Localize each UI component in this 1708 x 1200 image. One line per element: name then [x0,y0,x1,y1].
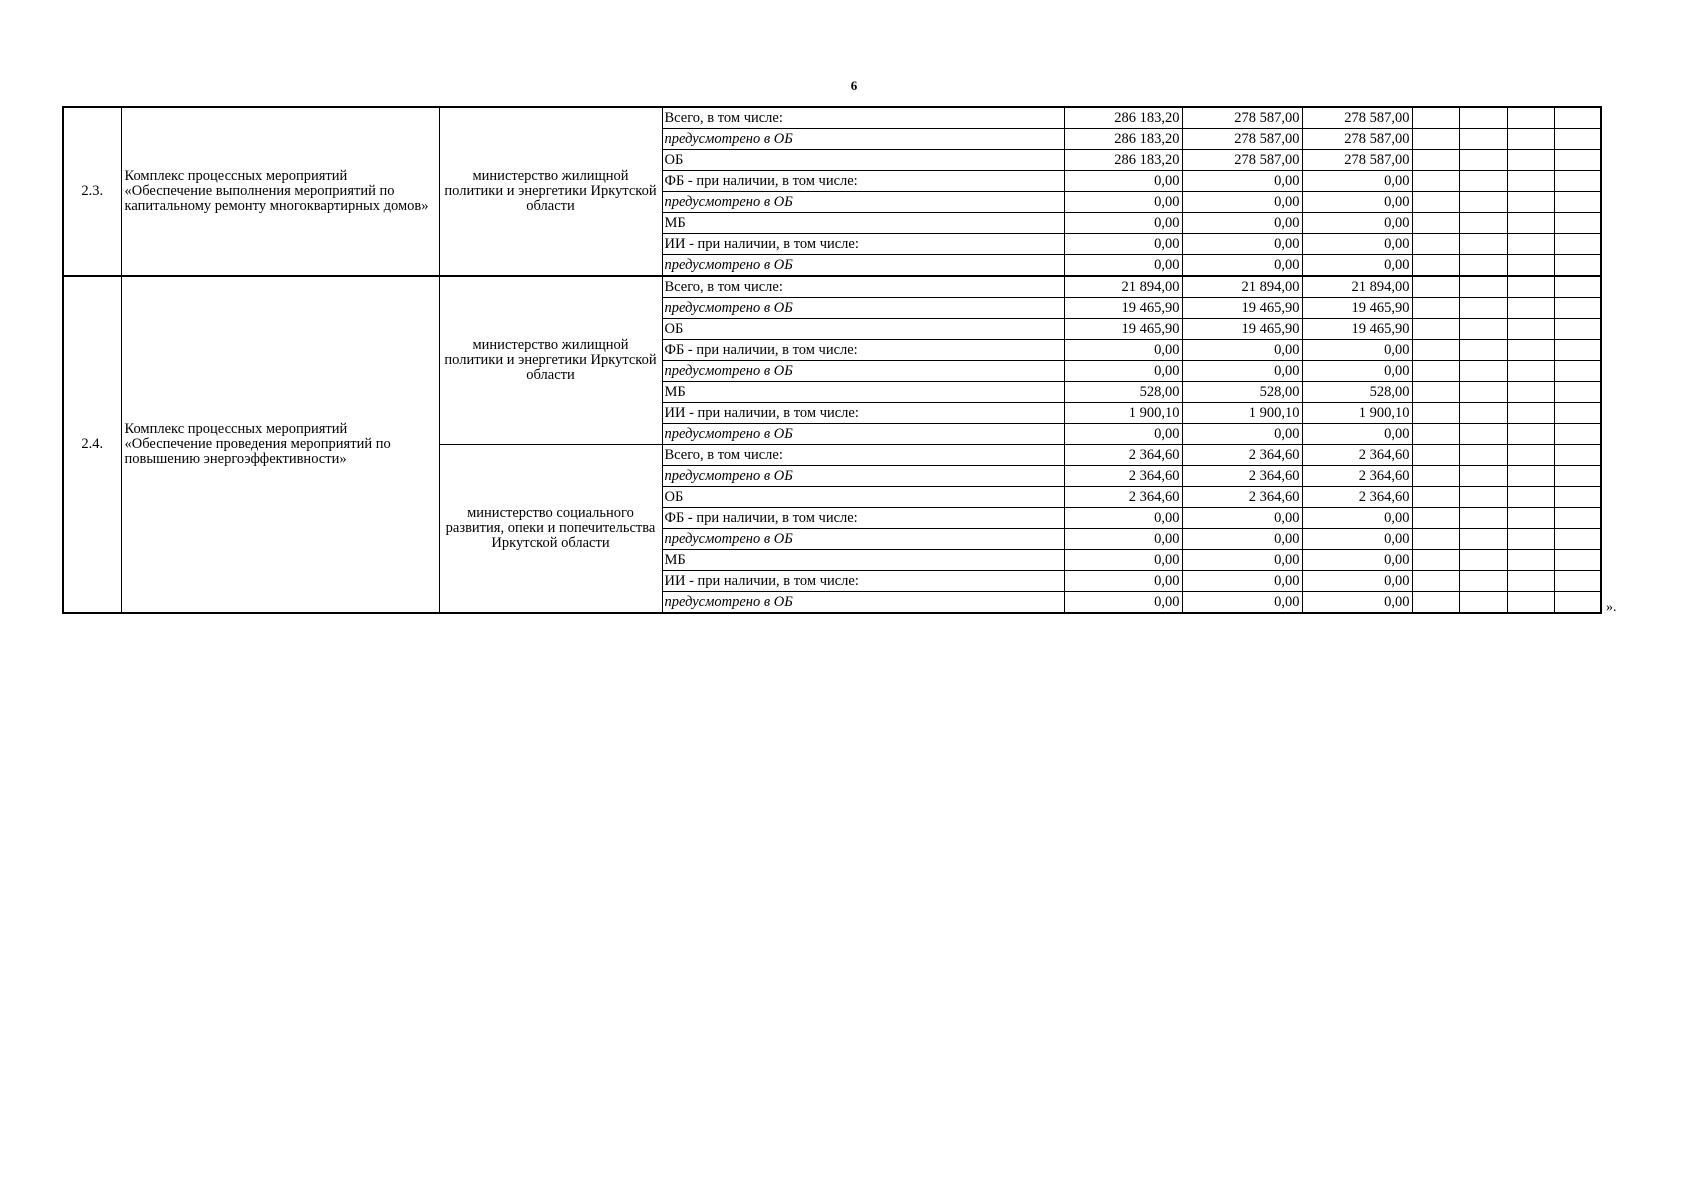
empty-cell [1507,550,1554,571]
amount-cell: 2 364,60 [1064,466,1182,487]
empty-cell [1507,298,1554,319]
funding-source: ИИ - при наличии, в том числе: [662,403,1064,424]
funding-source: ОБ [662,319,1064,340]
empty-cell [1507,361,1554,382]
funding-source: Всего, в том числе: [662,107,1064,129]
empty-cell [1554,529,1601,550]
funding-source: предусмотрено в ОБ [662,592,1064,614]
amount-cell: 0,00 [1302,592,1412,614]
amount-cell: 0,00 [1064,592,1182,614]
empty-cell [1554,424,1601,445]
funding-source: ФБ - при наличии, в том числе: [662,508,1064,529]
empty-cell [1507,592,1554,614]
empty-cell [1554,571,1601,592]
empty-cell [1507,319,1554,340]
funding-source: ФБ - при наличии, в том числе: [662,340,1064,361]
empty-cell [1554,445,1601,466]
empty-cell [1459,192,1507,213]
amount-cell: 0,00 [1302,255,1412,277]
funding-source: МБ [662,213,1064,234]
empty-cell [1554,129,1601,150]
empty-cell [1412,255,1459,277]
amount-cell: 0,00 [1302,213,1412,234]
empty-cell [1412,107,1459,129]
amount-cell: 278 587,00 [1182,107,1302,129]
amount-cell: 21 894,00 [1064,276,1182,298]
empty-cell [1412,382,1459,403]
empty-cell [1554,592,1601,614]
empty-cell [1507,340,1554,361]
empty-cell [1412,487,1459,508]
empty-cell [1507,487,1554,508]
amount-cell: 0,00 [1182,592,1302,614]
funding-source: предусмотрено в ОБ [662,255,1064,277]
empty-cell [1554,276,1601,298]
empty-cell [1459,150,1507,171]
amount-cell: 0,00 [1064,234,1182,255]
funding-source: ИИ - при наличии, в том числе: [662,571,1064,592]
empty-cell [1412,466,1459,487]
empty-cell [1554,150,1601,171]
amount-cell: 19 465,90 [1182,319,1302,340]
funding-source: МБ [662,550,1064,571]
table-row [63,276,1601,298]
empty-cell [1459,298,1507,319]
empty-cell [1554,382,1601,403]
closing-quote: ». [1606,600,1617,615]
budget-table [62,106,1602,614]
amount-cell: 0,00 [1302,571,1412,592]
amount-cell: 0,00 [1182,340,1302,361]
amount-cell: 0,00 [1064,550,1182,571]
amount-cell: 278 587,00 [1302,107,1412,129]
amount-cell: 0,00 [1064,571,1182,592]
amount-cell: 0,00 [1302,171,1412,192]
empty-cell [1507,234,1554,255]
executor-name: министерство жилищной политики и энергетики Иркутской области [439,107,662,276]
amount-cell: 286 183,20 [1064,107,1182,129]
empty-cell [1554,466,1601,487]
amount-cell: 0,00 [1064,192,1182,213]
amount-cell: 0,00 [1182,508,1302,529]
empty-cell [1412,424,1459,445]
empty-cell [1459,234,1507,255]
amount-cell: 278 587,00 [1182,150,1302,171]
funding-source: предусмотрено в ОБ [662,424,1064,445]
empty-cell [1507,508,1554,529]
empty-cell [1412,529,1459,550]
amount-cell: 0,00 [1182,213,1302,234]
empty-cell [1412,445,1459,466]
empty-cell [1459,107,1507,129]
empty-cell [1412,319,1459,340]
empty-cell [1507,424,1554,445]
empty-cell [1459,403,1507,424]
empty-cell [1412,276,1459,298]
item-name: Комплекс процессных мероприятий «Обеспечение выполнения мероприятий по капитальному ремонту многоквартирных домов» [121,107,439,276]
amount-cell: 19 465,90 [1182,298,1302,319]
amount-cell: 2 364,60 [1064,487,1182,508]
amount-cell: 2 364,60 [1182,466,1302,487]
empty-cell [1459,129,1507,150]
amount-cell: 19 465,90 [1064,298,1182,319]
empty-cell [1412,298,1459,319]
amount-cell: 528,00 [1064,382,1182,403]
empty-cell [1459,508,1507,529]
empty-cell [1554,403,1601,424]
empty-cell [1459,361,1507,382]
amount-cell: 278 587,00 [1302,129,1412,150]
amount-cell: 278 587,00 [1302,150,1412,171]
page-number: 6 [850,78,858,93]
amount-cell: 19 465,90 [1302,319,1412,340]
empty-cell [1459,382,1507,403]
funding-source: МБ [662,382,1064,403]
empty-cell [1554,192,1601,213]
empty-cell [1459,529,1507,550]
amount-cell: 0,00 [1302,424,1412,445]
empty-cell [1459,445,1507,466]
empty-cell [1459,487,1507,508]
amount-cell: 0,00 [1182,234,1302,255]
amount-cell: 0,00 [1182,529,1302,550]
amount-cell: 0,00 [1064,529,1182,550]
empty-cell [1459,424,1507,445]
empty-cell [1412,192,1459,213]
amount-cell: 0,00 [1302,192,1412,213]
amount-cell: 528,00 [1182,382,1302,403]
amount-cell: 19 465,90 [1302,298,1412,319]
empty-cell [1507,107,1554,129]
amount-cell: 21 894,00 [1302,276,1412,298]
amount-cell: 2 364,60 [1302,445,1412,466]
executor-name: министерство жилищной политики и энергетики Иркутской области [439,276,662,445]
funding-source: ФБ - при наличии, в том числе: [662,171,1064,192]
empty-cell [1554,213,1601,234]
empty-cell [1507,571,1554,592]
amount-cell: 0,00 [1302,508,1412,529]
empty-cell [1459,340,1507,361]
amount-cell: 0,00 [1182,424,1302,445]
empty-cell [1554,234,1601,255]
table-row [63,107,1601,129]
amount-cell: 1 900,10 [1064,403,1182,424]
amount-cell: 528,00 [1302,382,1412,403]
amount-cell: 0,00 [1302,234,1412,255]
empty-cell [1459,571,1507,592]
empty-cell [1507,129,1554,150]
empty-cell [1459,213,1507,234]
amount-cell: 2 364,60 [1182,487,1302,508]
funding-source: ОБ [662,487,1064,508]
empty-cell [1554,487,1601,508]
amount-cell: 0,00 [1064,213,1182,234]
empty-cell [1459,319,1507,340]
amount-cell: 0,00 [1064,171,1182,192]
amount-cell: 2 364,60 [1064,445,1182,466]
empty-cell [1412,403,1459,424]
empty-cell [1507,529,1554,550]
amount-cell: 0,00 [1182,255,1302,277]
empty-cell [1412,150,1459,171]
amount-cell: 19 465,90 [1064,319,1182,340]
empty-cell [1412,550,1459,571]
empty-cell [1507,445,1554,466]
empty-cell [1507,213,1554,234]
empty-cell [1459,276,1507,298]
amount-cell: 0,00 [1064,340,1182,361]
empty-cell [1459,171,1507,192]
empty-cell [1554,107,1601,129]
empty-cell [1412,508,1459,529]
amount-cell: 0,00 [1182,571,1302,592]
amount-cell: 2 364,60 [1182,445,1302,466]
empty-cell [1459,550,1507,571]
amount-cell: 0,00 [1182,171,1302,192]
amount-cell: 0,00 [1182,550,1302,571]
empty-cell [1412,361,1459,382]
amount-cell: 21 894,00 [1182,276,1302,298]
empty-cell [1554,508,1601,529]
funding-source: Всего, в том числе: [662,445,1064,466]
empty-cell [1459,255,1507,277]
empty-cell [1554,361,1601,382]
empty-cell [1507,150,1554,171]
funding-source: предусмотрено в ОБ [662,529,1064,550]
amount-cell: 0,00 [1302,550,1412,571]
amount-cell: 0,00 [1302,361,1412,382]
empty-cell [1412,234,1459,255]
empty-cell [1554,550,1601,571]
empty-cell [1412,171,1459,192]
empty-cell [1412,213,1459,234]
empty-cell [1507,192,1554,213]
amount-cell: 0,00 [1182,192,1302,213]
empty-cell [1412,571,1459,592]
empty-cell [1507,171,1554,192]
funding-source: ИИ - при наличии, в том числе: [662,234,1064,255]
funding-source: предусмотрено в ОБ [662,129,1064,150]
executor-name: министерство социального развития, опеки и попечительства Иркутской области [439,445,662,614]
amount-cell: 0,00 [1302,529,1412,550]
amount-cell: 0,00 [1064,361,1182,382]
amount-cell: 2 364,60 [1302,466,1412,487]
empty-cell [1554,171,1601,192]
funding-source: ОБ [662,150,1064,171]
empty-cell [1554,298,1601,319]
amount-cell: 1 900,10 [1302,403,1412,424]
empty-cell [1507,276,1554,298]
item-number: 2.3. [63,107,121,276]
amount-cell: 0,00 [1182,361,1302,382]
empty-cell [1459,466,1507,487]
amount-cell: 0,00 [1064,424,1182,445]
item-number: 2.4. [63,276,121,613]
funding-source: предусмотрено в ОБ [662,192,1064,213]
empty-cell [1412,129,1459,150]
table-body [63,107,1601,613]
amount-cell: 2 364,60 [1302,487,1412,508]
empty-cell [1459,592,1507,614]
empty-cell [1412,340,1459,361]
empty-cell [1507,466,1554,487]
amount-cell: 0,00 [1064,255,1182,277]
empty-cell [1507,382,1554,403]
amount-cell: 286 183,20 [1064,150,1182,171]
empty-cell [1507,403,1554,424]
empty-cell [1507,255,1554,277]
amount-cell: 1 900,10 [1182,403,1302,424]
empty-cell [1554,319,1601,340]
funding-source: предусмотрено в ОБ [662,361,1064,382]
item-name: Комплекс процессных мероприятий «Обеспечение проведения мероприятий по повышению энергоэффективности» [121,276,439,613]
amount-cell: 0,00 [1064,508,1182,529]
funding-source: предусмотрено в ОБ [662,466,1064,487]
funding-source: предусмотрено в ОБ [662,298,1064,319]
empty-cell [1412,592,1459,614]
amount-cell: 278 587,00 [1182,129,1302,150]
empty-cell [1554,340,1601,361]
funding-source: Всего, в том числе: [662,276,1064,298]
amount-cell: 286 183,20 [1064,129,1182,150]
amount-cell: 0,00 [1302,340,1412,361]
empty-cell [1554,255,1601,277]
